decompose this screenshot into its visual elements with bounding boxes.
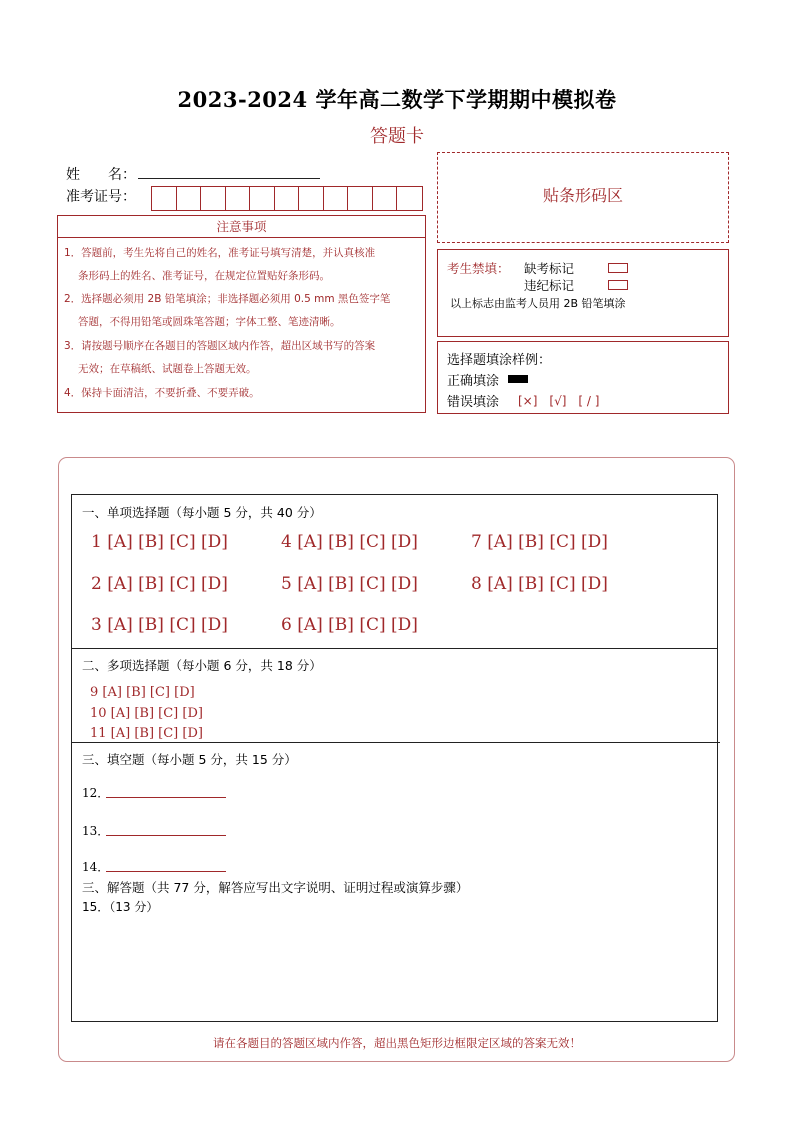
section-divider [72,648,717,649]
name-field[interactable] [138,178,320,179]
notice-item: 无效；在草稿纸、试题卷上答题无效。 [78,363,257,375]
page-title: 2023-2024 学年高二数学下学期期中模拟卷 [177,87,617,112]
wrong-fill-label: 错误填涂 [447,395,500,410]
single-choice-q7[interactable]: 7 [A] [B] [C] [D] [471,532,608,552]
exam-id-box[interactable] [373,187,398,210]
fill-q14-line[interactable] [106,871,226,872]
notice-item: 条形码上的姓名、准考证号，在规定位置贴好条形码。 [78,270,330,282]
section-divider [72,742,720,743]
exam-id-box[interactable] [226,187,251,210]
single-choice-q2[interactable]: 2 [A] [B] [C] [D] [91,574,228,594]
notice-item: 2．选择题必须用 2B 铅笔填涂；非选择题必须用 0.5 mm 黑色签字笔 [64,293,391,305]
notice-item: 答题，不得用铅笔或圆珠笔答题；字体工整、笔迹清晰。 [78,316,341,328]
solve-q15-label: 15．（13 分） [82,900,159,914]
notice-item: 3．请按题号顺序在各题目的答题区域内作答，超出区域书写的答案 [64,340,376,352]
fill-q12-line[interactable] [106,797,226,798]
exam-id-label: 准考证号： [66,189,136,205]
multi-choice-q11[interactable]: 11 [A] [B] [C] [D] [90,726,203,741]
solve-q15-answer-area[interactable] [82,920,707,1015]
section-single-title: 一、单项选择题（每小题 5 分，共 40 分） [82,505,322,520]
notice-panel [57,215,426,413]
notice-item: 4．保持卡面清洁，不要折叠、不要弄破。 [64,387,260,399]
single-choice-q6[interactable]: 6 [A] [B] [C] [D] [281,615,418,635]
exam-id-box[interactable] [177,187,202,210]
fill-sample-title: 选择题填涂样例： [447,353,552,368]
single-choice-q5[interactable]: 5 [A] [B] [C] [D] [281,574,418,594]
correct-fill-label: 正确填涂 [447,374,500,389]
single-choice-q3[interactable]: 3 [A] [B] [C] [D] [91,615,228,635]
answer-area [71,494,718,1022]
multi-choice-q10[interactable]: 10 [A] [B] [C] [D] [90,706,203,721]
section-fill-title: 三、填空题（每小题 5 分，共 15 分） [82,752,297,767]
page-subtitle: 答题卡 [370,126,424,147]
forbidden-note: 以上标志由监考人员用 2B 铅笔填涂 [450,297,626,310]
single-choice-q8[interactable]: 8 [A] [B] [C] [D] [471,574,608,594]
exam-id-box[interactable] [152,187,177,210]
absent-mark-box[interactable] [608,263,628,273]
name-label: 姓 名： [66,167,136,183]
exam-id-box[interactable] [397,187,422,210]
exam-id-box[interactable] [275,187,300,210]
barcode-area: 贴条形码区 [437,152,729,243]
single-choice-q4[interactable]: 4 [A] [B] [C] [D] [281,532,418,552]
section-multi-title: 二、多项选择题（每小题 6 分，共 18 分） [82,658,322,673]
exam-id-box[interactable] [299,187,324,210]
footer-warning: 请在各题目的答题区域内作答，超出黑色矩形边框限定区域的答案无效！ [213,1036,581,1050]
wrong-fill-examples: [×] [√] [ / ] [518,394,600,408]
exam-id-grid[interactable] [151,186,423,211]
fill-q13-line[interactable] [106,835,226,836]
notice-item: 1．答题前，考生先将自己的姓名，准考证号填写清楚，并认真核准 [64,247,376,259]
forbidden-title: 考生禁填： [447,261,510,276]
violation-label: 违纪标记 [524,278,575,293]
fill-q13-label: 13． [82,824,110,838]
multi-choice-q9[interactable]: 9 [A] [B] [C] [D] [90,685,195,700]
single-choice-q1[interactable]: 1 [A] [B] [C] [D] [91,532,228,552]
fill-q14-label: 14． [82,860,110,874]
correct-fill-mark [508,375,528,383]
fill-q12-label: 12． [82,786,110,800]
exam-id-box[interactable] [201,187,226,210]
fill-sample-panel [437,341,729,414]
section-solve-title: 三、解答题（共 77 分，解答应写出文字说明、证明过程或演算步骤） [82,880,469,895]
absent-label: 缺考标记 [524,261,575,276]
notice-title: 注意事项 [58,216,425,238]
forbidden-panel [437,249,729,337]
exam-id-box[interactable] [324,187,349,210]
exam-id-box[interactable] [348,187,373,210]
exam-id-box[interactable] [250,187,275,210]
violation-mark-box[interactable] [608,280,628,290]
